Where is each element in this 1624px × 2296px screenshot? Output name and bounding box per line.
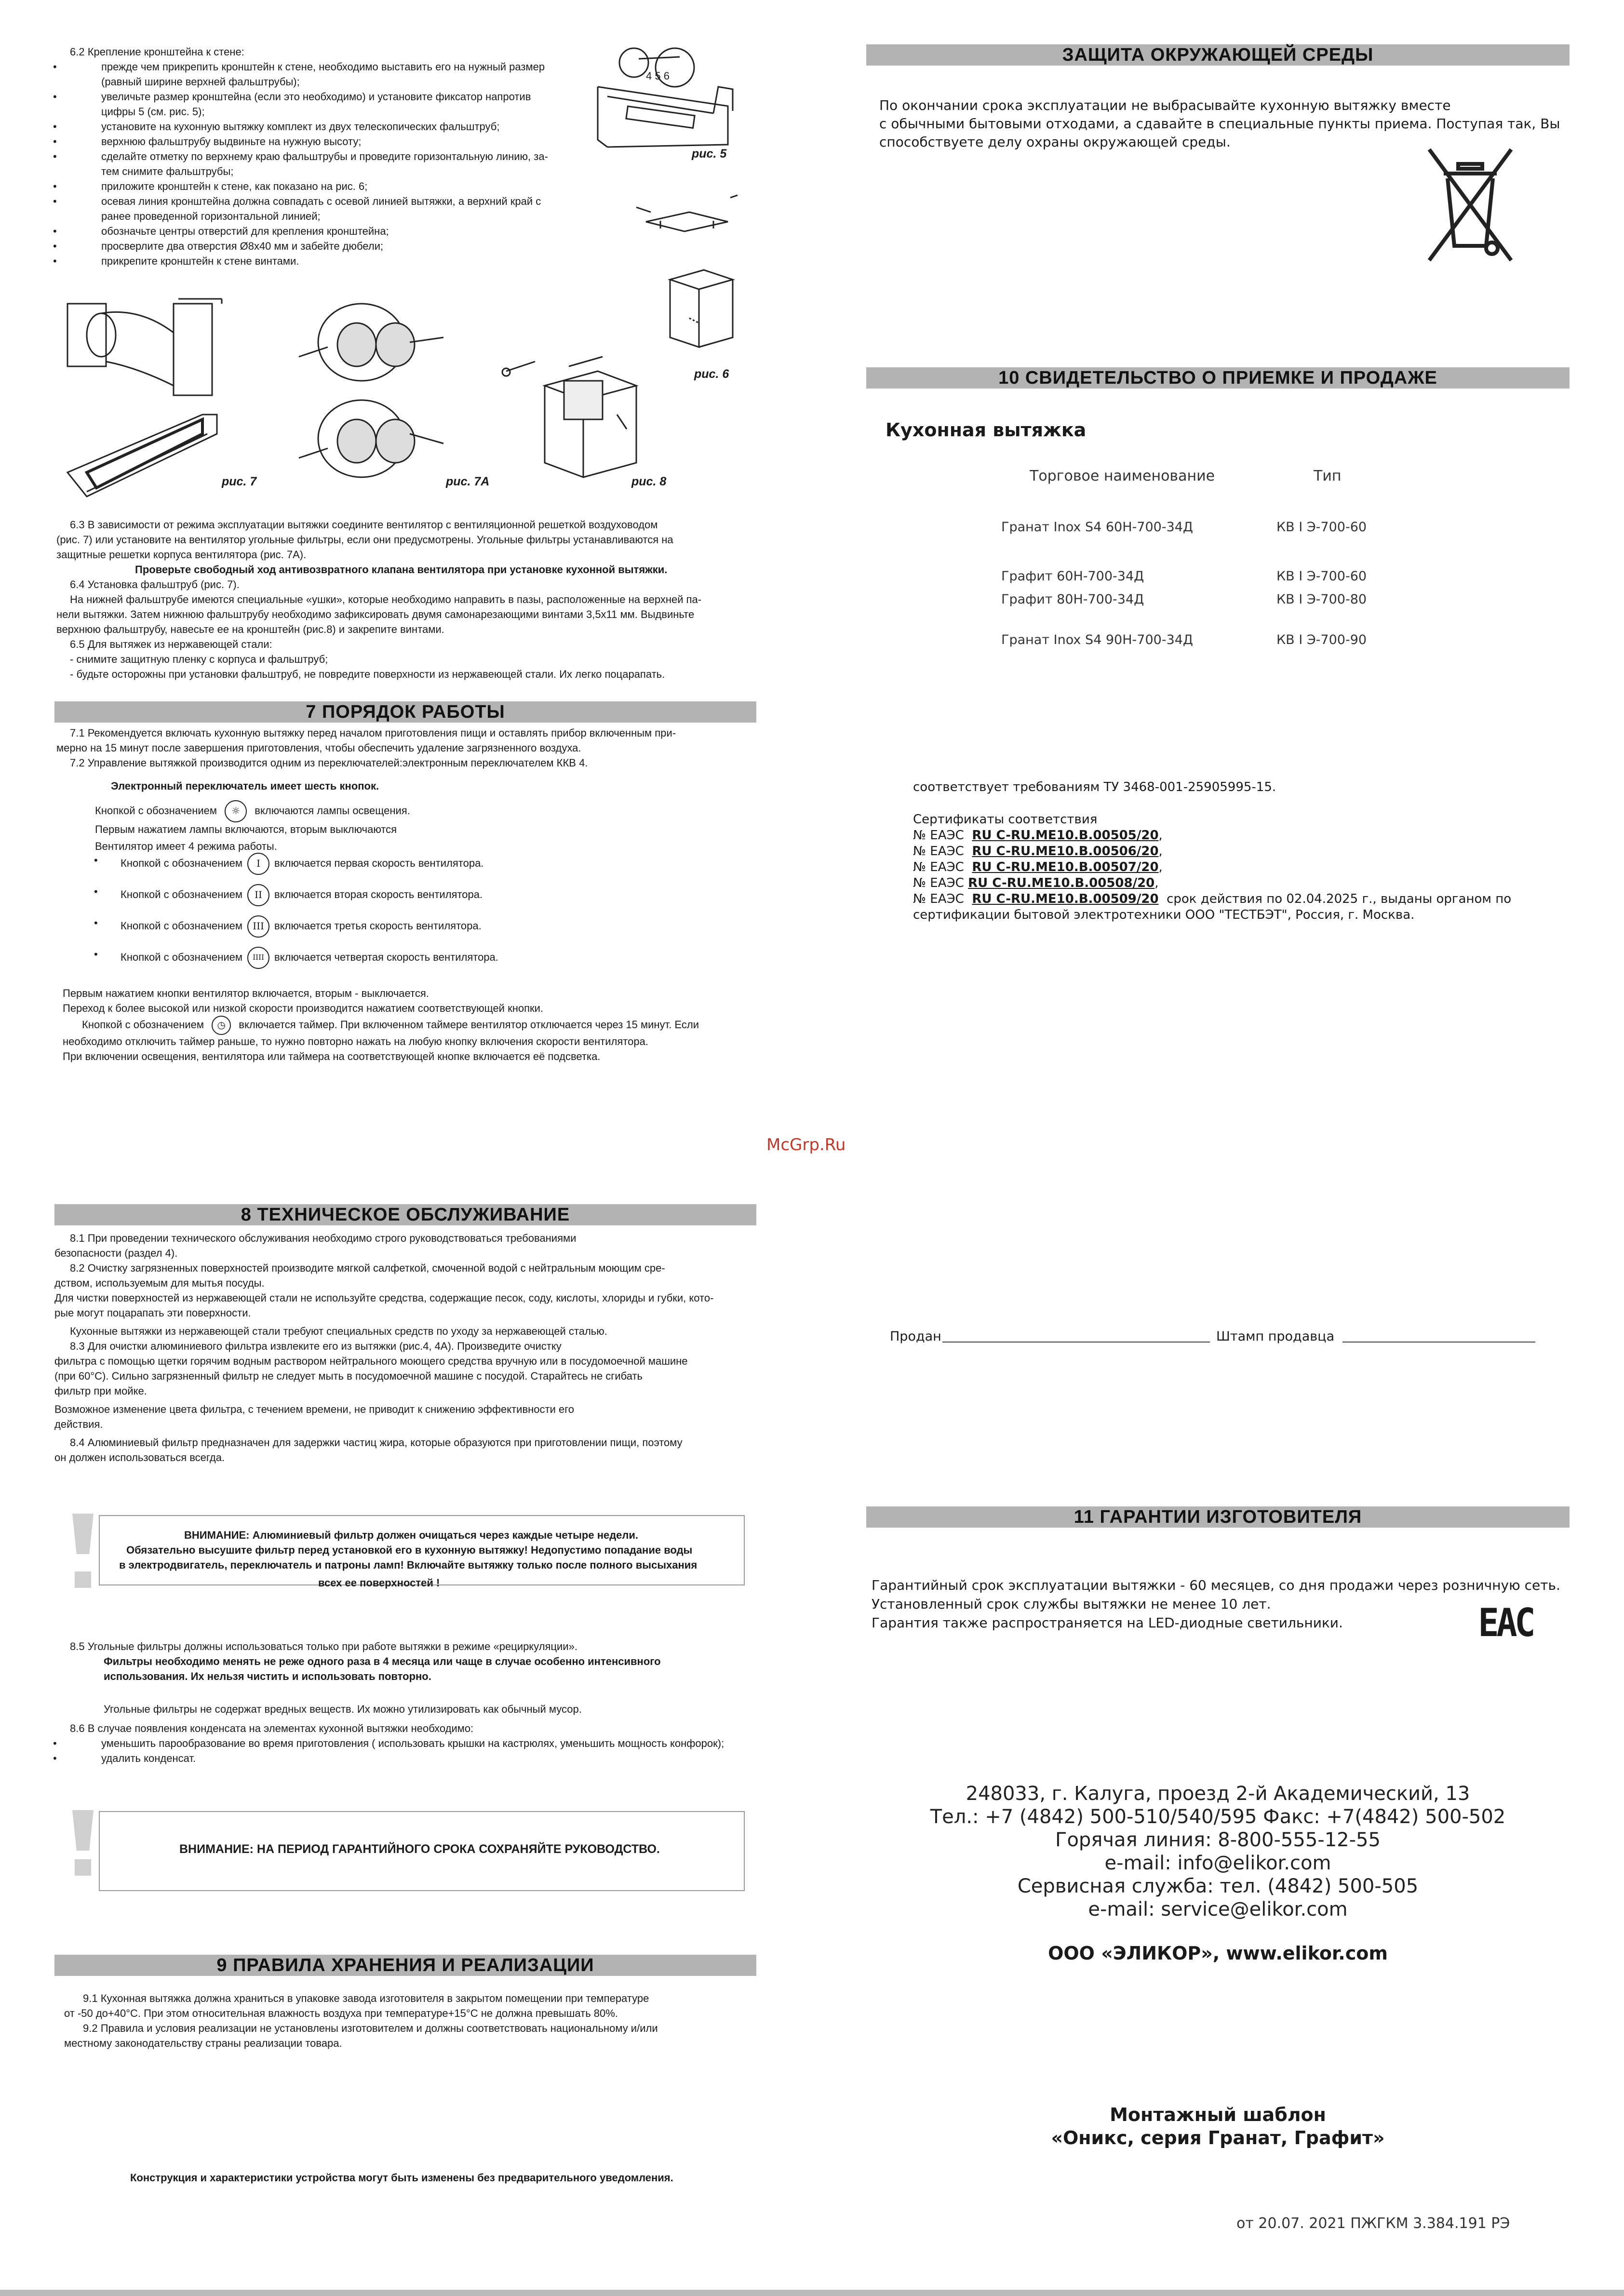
- s6-p64-line: нели вытяжки. Затем нижнюю фальштрубу необходимо зафиксировать двумя самонарезающими винтами 3,5х11 мм. Выдвиньте: [56, 608, 695, 620]
- env-line: способствуете делу охраны окружающей среды.: [879, 134, 1231, 150]
- s8-line: Возможное изменение цвета фильтра, с течением времени, не приводит к снижению эффективности его: [54, 1403, 574, 1415]
- s7-p72-line: 7.2 Управление вытяжкой производится одним из переключателей:электронным переключателем ККВ 4.: [70, 757, 588, 769]
- svg-text:4 5 6: 4 5 6: [646, 70, 670, 82]
- speed-label-b: включается первая скорость вентилятора.: [274, 857, 484, 869]
- figure-6-mount-illustration: [631, 193, 742, 366]
- certificates-title: Сертификаты соответствия: [913, 812, 1098, 827]
- contact-service-email: e-mail: service@elikor.com: [1088, 1898, 1348, 1920]
- cert-prefix: № ЕАЭС: [913, 876, 964, 890]
- s9-line: 9.1 Кухонная вытяжка должна храниться в упаковке завода изготовителя в закрытом помещении при температуре: [83, 1992, 649, 2004]
- contact-hotline: Горячая линия: 8-800-555-12-55: [1055, 1829, 1381, 1851]
- s8-line: 8.3 Для очистки алюминиевого фильтра извлеките его из вытяжки (рис.4, 4А). Произведите очистку: [70, 1340, 562, 1352]
- speed-label-a: Кнопкой с обозначением: [121, 888, 243, 900]
- backlight-note: При включении освещения, вентилятора или таймера на соответствующей кнопке включается её подсветка.: [63, 1050, 601, 1062]
- s6-p64-line: 6.4 Установка фальштруб (рис. 7).: [70, 578, 240, 591]
- warning-line: ВНИМАНИЕ: Алюминиевый фильтр должен очищаться через каждые четыре недели.: [184, 1529, 639, 1541]
- contact-service: Сервисная служба: тел. (4842) 500-505: [1017, 1875, 1419, 1897]
- certificate-line: № ЕАЭС RU C-RU.ME10.B.00508/20,: [913, 876, 1159, 890]
- stamp-label: Штамп продавца: [1216, 1329, 1335, 1344]
- list-item: • обозначьте центры отверстий для крепления кронштейна;: [101, 224, 389, 239]
- s8-line: действия.: [54, 1418, 103, 1430]
- fan-toggle-note: Первым нажатием кнопки вентилятор включается, вторым - выключается.: [63, 987, 429, 999]
- table-cell-type: КВ I Э-700-60: [1276, 569, 1367, 584]
- list-item: (равный ширине верхней фальштрубы);: [101, 76, 300, 88]
- crossed-bin-recycle-icon: [1424, 145, 1516, 265]
- list-item: • удалить конденсат.: [101, 1751, 196, 1766]
- warning-box-manual: [99, 1811, 745, 1891]
- s8-p86: 8.6 В случае появления конденсата на элементах кухонной вытяжки необходимо:: [70, 1722, 474, 1734]
- s9-line: местному законодательству страны реализации товара.: [64, 2037, 342, 2049]
- list-item: ранее проведенной горизонтальной линией;: [101, 210, 321, 222]
- cert-number: RU C-RU.ME10.B.00506/20: [972, 844, 1159, 859]
- list-item: цифры 5 (см. рис. 5);: [101, 106, 205, 118]
- certificate-line: [913, 892, 1511, 906]
- s6-p65-line: - снимите защитную пленку с корпуса и фальштруб;: [70, 653, 328, 665]
- speed-row: • Кнопкой с обозначением I включается первая скорость вентилятора.: [121, 853, 483, 875]
- list-item: • верхнюю фальштрубу выдвиньте на нужную высоту;: [101, 134, 361, 149]
- s9-line: от -50 до+40°С. При этом относительная влажность воздуха при температуре+15°С не должна превышать 80%.: [64, 2007, 618, 2019]
- section-11-header: 11 ГАРАНТИИ ИЗГОТОВИТЕЛЯ: [866, 1506, 1570, 1528]
- certificate-line: № ЕАЭС RU C-RU.ME10.B.00507/20,: [913, 860, 1163, 874]
- warning-line: Обязательно высушите фильтр перед установкой его в кухонную вытяжку! Недопустимо попадание воды: [126, 1544, 693, 1556]
- env-line: с обычными бытовыми отходами, а сдавайте в специальные пункты приема. Поступая так, Вы: [879, 116, 1560, 132]
- contact-email: e-mail: info@elikor.com: [1104, 1852, 1331, 1874]
- contact-address: 248033, г. Калуга, проезд 2-й Академический, 13: [966, 1783, 1470, 1805]
- warranty-line: Установленный срок службы вытяжки не менее 10 лет.: [872, 1596, 1271, 1612]
- cert-number: RU C-RU.ME10.B.00507/20: [972, 860, 1159, 874]
- s6-p64-line: На нижней фальштрубе имеются специальные «ушки», которые необходимо направить в пазы, расположенные на верхней па-: [70, 593, 702, 605]
- light-label-b: включаются лампы освещения.: [255, 804, 410, 817]
- s6-p63-line: 6.3 В зависимости от режима эксплуатации вытяжки соедините вентилятор с вентиляционной решеткой воздуховодом: [70, 519, 658, 531]
- figure-8-caption: рис. 8: [631, 475, 667, 488]
- light-toggle-note: Первым нажатием лампы включаются, вторым выключаются: [95, 823, 397, 835]
- s9-line: 9.2 Правила и условия реализации не установлены изготовителем и должны соответствовать национальному и/или: [83, 2022, 658, 2034]
- cert-prefix: № ЕАЭС: [913, 828, 964, 843]
- switch-title: Электронный переключатель имеет шесть кнопок.: [111, 780, 379, 792]
- cert-validity: срок действия по 02.04.2025 г., выданы органом по: [1167, 892, 1512, 906]
- s6-p62-title: 6.2 Крепление кронштейна к стене:: [70, 46, 244, 58]
- s8-line: 8.4 Алюминиевый фильтр предназначен для задержки частиц жира, которые образуются при приготовлении пищи, поэтому: [70, 1437, 683, 1449]
- s6-p65-line: 6.5 Для вытяжек из нержавеющей стали:: [70, 638, 272, 650]
- warning-line-last: всех ее поверхностей !: [318, 1577, 440, 1589]
- column-header-name: Торговое наименование: [1030, 468, 1215, 484]
- s8-line: Для чистки поверхностей из нержавеющей стали не используйте средства, содержащие песок, соду, кислоты, хлориды и губки, кото-: [54, 1292, 714, 1304]
- speed-row: • Кнопкой с обозначением IIII включается четвертая скорость вентилятора.: [121, 947, 498, 969]
- cert-number: RU C-RU.ME10.B.00505/20: [972, 828, 1159, 843]
- env-line: По окончании срока эксплуатации не выбрасывайте кухонную вытяжку вместе: [879, 97, 1451, 113]
- certificate-line: № ЕАЭС RU C-RU.ME10.B.00506/20,: [913, 844, 1163, 859]
- table-cell-type: КВ I Э-700-60: [1276, 520, 1367, 535]
- s6-p63-line: (рис. 7) или установите на вентилятор угольные фильтры, если они предусмотрены. Угольные фильтры устанавливаются на: [56, 534, 673, 546]
- speed-label-a: Кнопкой с обозначением: [121, 919, 243, 932]
- company-name: ООО «ЭЛИКОР», www.elikor.com: [1048, 1943, 1388, 1964]
- bottom-rule: [0, 2290, 1624, 2296]
- cert-number: RU C-RU.ME10.B.00508/20: [968, 876, 1155, 890]
- timer-label-a: Кнопкой с обозначением: [82, 1018, 204, 1031]
- table-cell-name: Графит 80Н-700-34Д: [1001, 592, 1144, 607]
- s7-p71-line: 7.1 Рекомендуется включать кухонную вытяжку перед началом приготовления пищи и оставлять прибор включенным при-: [70, 727, 676, 739]
- table-cell-type: КВ I Э-700-80: [1276, 592, 1367, 607]
- complies-text: соответствует требованиям ТУ 3468-001-25905995-15.: [913, 780, 1276, 794]
- speed-label-a: Кнопкой с обозначением: [121, 857, 243, 869]
- speed-row: • Кнопкой с обозначением II включается вторая скорость вентилятора.: [121, 884, 483, 906]
- timer-note: необходимо отключить таймер раньше, то нужно повторно нажать на любую кнопку включения скорости вентилятора.: [63, 1035, 648, 1047]
- template-title: Монтажный шаблон: [1110, 2104, 1326, 2125]
- list-item: • установите на кухонную вытяжку комплект из двух телескопических фальштруб;: [101, 119, 499, 134]
- s8-p85: 8.5 Угольные фильтры должны использоваться только при работе вытяжки в режиме «рециркуляции».: [70, 1640, 577, 1652]
- disclaimer: Конструкция и характеристики устройства могут быть изменены без предварительного уведомления.: [130, 2172, 673, 2184]
- speed-row: • Кнопкой с обозначением III включается третья скорость вентилятора.: [121, 915, 482, 938]
- s6-p63-line: защитные решетки корпуса вентилятора (рис. 7А).: [56, 549, 307, 561]
- document-code: от 20.07. 2021 ПЖГКМ 3.384.191 РЭ: [1236, 2215, 1510, 2232]
- table-cell-name: Графит 60Н-700-34Д: [1001, 569, 1144, 584]
- figure-7-hood-illustration: [58, 289, 241, 501]
- timer-label-b: включается таймер. При включенном таймере вентилятор отключается через 15 минут. Если: [239, 1018, 699, 1031]
- list-item: • прежде чем прикрепить кронштейн к стене, необходимо выставить его на нужный размер: [101, 59, 545, 74]
- watermark: McGrp.Ru: [766, 1135, 846, 1155]
- table-cell-name: Гранат Inox S4 90Н-700-34Д: [1001, 632, 1194, 647]
- s6-p64-line: верхнюю фальштрубу, навесьте ее на кронштейн (рис.8) и закрепите винтами.: [56, 623, 444, 635]
- list-item: • приложите кронштейн к стене, как показано на рис. 6;: [101, 179, 367, 194]
- section-9-header: 9 ПРАВИЛА ХРАНЕНИЯ И РЕАЛИЗАЦИИ: [54, 1955, 756, 1976]
- contact-phone: Тел.: +7 (4842) 500-510/540/595 Факс: +7(4842) 500-502: [930, 1806, 1506, 1828]
- eac-mark: ЕАС: [1478, 1600, 1533, 1645]
- template-subtitle: «Оникс, серия Гранат, Графит»: [1051, 2127, 1385, 2148]
- s6-p65-line: - будьте осторожны при установки фальштруб, не повредите поверхности из нержавеющей стали. Их легко поцарапать.: [70, 668, 665, 680]
- section-8-header: 8 ТЕХНИЧЕСКОЕ ОБСЛУЖИВАНИЕ: [54, 1204, 756, 1225]
- cert-number: RU C-RU.ME10.B.00509/20: [972, 892, 1159, 906]
- product-title: Кухонная вытяжка: [886, 419, 1087, 441]
- speed-label-b: включается четвертая скорость вентилятора.: [274, 951, 498, 963]
- s8-p85-bold: Фильтры необходимо менять не реже одного раза в 4 месяца или чаще в случае особенно интенсивного: [104, 1655, 661, 1667]
- light-label-a: Кнопкой с обозначением: [95, 804, 217, 817]
- s8-p85-tail: Угольные фильтры не содержат вредных веществ. Их можно утилизировать как обычный мусор.: [104, 1703, 582, 1715]
- s8-line: Кухонные вытяжки из нержавеющей стали требуют специальных средств по уходу за нержавеющей сталью.: [70, 1325, 607, 1337]
- exclamation-dot-icon: [75, 1859, 91, 1876]
- s8-line: фильтра с помощью щетки горячим водным раствором нейтрального моющего средства вручную или в посудомоечной машине: [54, 1355, 688, 1367]
- cert-prefix: № ЕАЭС: [913, 892, 964, 906]
- s8-line: безопасности (раздел 4).: [54, 1247, 178, 1259]
- s8-line: рые могут поцарапать эти поверхности.: [54, 1307, 251, 1319]
- warning-line: в электродвигатель, переключатель и патроны ламп! Включайте вытяжку только после полного высыхания: [119, 1559, 698, 1571]
- certificate-line: № ЕАЭС RU C-RU.ME10.B.00505/20,: [913, 828, 1163, 843]
- figure-7-caption: рис. 7: [222, 475, 257, 488]
- cert-issuer: сертификации бытовой электротехники ООО "ТЕСТБЭТ", Россия, г. Москва.: [913, 908, 1415, 922]
- list-item: тем снимите фальштрубы;: [101, 165, 234, 177]
- timer-clock-icon: ◷: [212, 1016, 231, 1035]
- fan-modes-note: Вентилятор имеет 4 режима работы.: [95, 840, 277, 852]
- cert-prefix: № ЕАЭС: [913, 860, 964, 874]
- list-item: • осевая линия кронштейна должна совпадать с осевой линией вытяжки, а верхний край с: [101, 194, 541, 209]
- stamp-line: [1342, 1342, 1535, 1343]
- speed-3-icon: III: [247, 915, 269, 938]
- figure-7a-fan-illustration: [289, 289, 453, 492]
- s7-p71-line: мерно на 15 минут после завершения приготовления, чтобы обеспечить удаление загрязненного воздуха.: [56, 742, 581, 754]
- light-button-row: [95, 800, 410, 822]
- speed-label-b: включается третья скорость вентилятора.: [274, 919, 482, 932]
- s8-line: он должен использоваться всегда.: [54, 1451, 225, 1464]
- sold-signature-line: [942, 1342, 1210, 1343]
- column-header-type: Тип: [1314, 468, 1342, 484]
- timer-row: [82, 1016, 699, 1035]
- figure-8-chimney-illustration: [497, 333, 646, 487]
- warning-keep-manual: ВНИМАНИЕ: НА ПЕРИОД ГАРАНТИЙНОГО СРОКА СОХРАНЯЙТЕ РУКОВОДСТВО.: [179, 1842, 660, 1856]
- warranty-line: Гарантийный срок эксплуатации вытяжки - 60 месяцев, со дня продажи через розничную сеть.: [872, 1577, 1560, 1593]
- s6-p63-warning: Проверьте свободный ход антивозвратного клапана вентилятора при установке кухонной вытяжки.: [135, 564, 668, 576]
- list-item: • сделайте отметку по верхнему краю фальштрубы и проведите горизонтальную линию, за-: [101, 149, 548, 164]
- section-10-header: 10 СВИДЕТЕЛЬСТВО О ПРИЕМКЕ И ПРОДАЖЕ: [866, 367, 1570, 389]
- list-item: • просверлите два отверстия Ø8х40 мм и забейте дюбели;: [101, 239, 383, 254]
- sold-label: Продан: [890, 1329, 941, 1344]
- figure-7a-caption: рис. 7А: [446, 475, 490, 488]
- s8-line: фильтр при мойке.: [54, 1385, 147, 1397]
- speed-2-icon: II: [247, 884, 269, 906]
- s8-line: 8.1 При проведении технического обслуживания необходимо строго руководствоваться требованиями: [70, 1232, 577, 1244]
- exclamation-dot-icon: [75, 1571, 91, 1588]
- light-bulb-icon: ☼: [225, 800, 247, 822]
- speed-label-a: Кнопкой с обозначением: [121, 951, 243, 963]
- figure-5-caption: рис. 5: [692, 147, 727, 161]
- figure-6-caption: рис. 6: [694, 367, 729, 381]
- speed-label-b: включается вторая скорость вентилятора.: [274, 888, 483, 900]
- list-item: • прикрепите кронштейн к стене винтами.: [101, 254, 299, 269]
- speed-1-icon: I: [247, 853, 269, 875]
- s8-p85-bold: использования. Их нельзя чистить и использовать повторно.: [104, 1670, 431, 1682]
- s8-line: (при 60°С). Сильно загрязненный фильтр не следует мыть в посудомоечной машине с посудой. Старайтесь не сгибать: [54, 1370, 643, 1382]
- table-cell-name: Гранат Inox S4 60Н-700-34Д: [1001, 520, 1194, 535]
- environment-header: ЗАЩИТА ОКРУЖАЮЩЕЙ СРЕДЫ: [866, 44, 1570, 66]
- list-item: • увеличьте размер кронштейна (если это необходимо) и установите фиксатор напротив: [101, 89, 531, 104]
- table-cell-type: КВ I Э-700-90: [1276, 632, 1367, 647]
- exclamation-icon: [72, 1514, 94, 1571]
- s8-line: дством, используемым для мытья посуды.: [54, 1277, 265, 1289]
- list-item: • уменьшить парообразование во время приготовления ( использовать крышки на кастрюлях, уменьшить мощность конфорок);: [101, 1736, 724, 1751]
- section-7-header: 7 ПОРЯДОК РАБОТЫ: [54, 701, 756, 723]
- s8-line: 8.2 Очистку загрязненных поверхностей производите мягкой салфеткой, смоченной водой с нейтральным моющим сре-: [70, 1262, 665, 1274]
- warranty-line: Гарантия также распространяется на LED-диодные светильники.: [872, 1615, 1343, 1631]
- cert-prefix: № ЕАЭС: [913, 844, 964, 859]
- speed-4-icon: IIII: [247, 947, 269, 969]
- speed-change-note: Переход к более высокой или низкой скорости производится нажатием соответствующей кнопки.: [63, 1002, 544, 1014]
